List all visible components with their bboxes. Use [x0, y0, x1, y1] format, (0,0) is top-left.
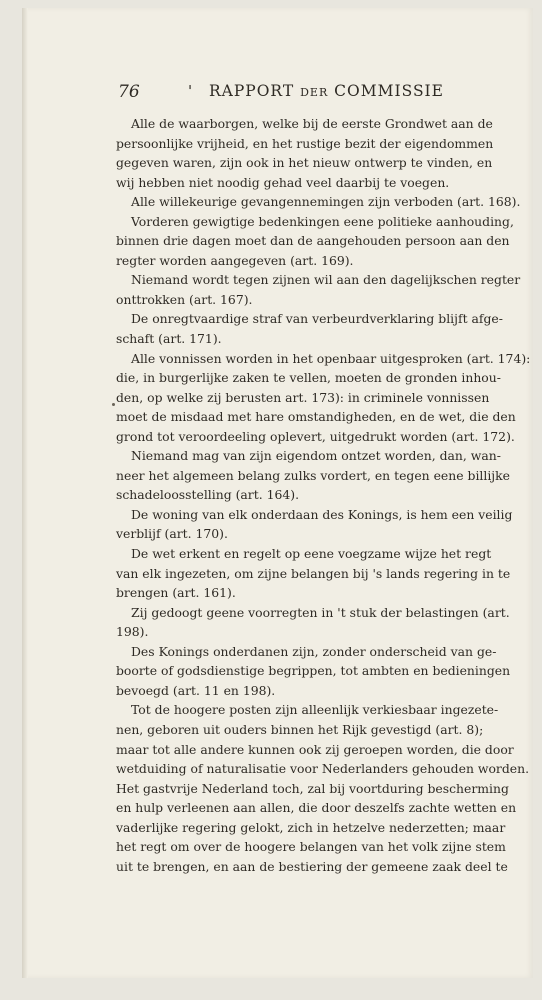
- text-line: De wet erkent en regelt op eene voegzame wijze het regt: [131, 546, 492, 562]
- text-line: boorte of godsdienstige begrippen, tot ambten en bedieningen: [116, 663, 511, 679]
- text-line: die, in burgerlijke zaken te vellen, moeten de gronden inhou-: [116, 370, 501, 386]
- header-title-small: DER: [300, 86, 329, 99]
- text-line: uit te brengen, en aan de bestiering der gemeene zaak deel te: [116, 858, 508, 874]
- text-line: Alle de waarborgen, welke bij de eerste Grondwet aan de: [131, 116, 493, 131]
- text-line: wij hebben niet noodig gehad veel daarbij te voegen.: [116, 174, 450, 190]
- text-line: neer het algemeen belang zulks vordert, en tegen eene billijke: [116, 467, 510, 483]
- text-line: grond tot veroordeeling oplevert, uitgedrukt worden (art. 172).: [116, 428, 515, 444]
- margin-mark: [112, 403, 115, 406]
- text-line: persoonlijke vrijheid, en het rustige bezit der eigendommen: [116, 135, 494, 151]
- text-line: Zij gedoogt geene voorregten in 't stuk der belastingen (art.: [131, 604, 510, 620]
- text-line: moet de misdaad met hare omstandigheden, en de wet, die den: [116, 409, 516, 425]
- header-title-part2: COMMISSIE: [328, 82, 444, 100]
- text-line: Niemand mag van zijn eigendom ontzet worden, dan, wan-: [131, 448, 501, 464]
- text-line: schadeloosstelling (art. 164).: [116, 487, 300, 503]
- text-line: De woning van elk onderdaan des Konings, is hem een veilig: [131, 506, 513, 522]
- text-line: Het gastvrije Nederland toch, zal bij voortduring bescherming: [116, 780, 509, 796]
- text-line: verblijf (art. 170).: [116, 526, 228, 542]
- text-line: Alle willekeurige gevangennemingen zijn verboden (art. 168).: [131, 194, 521, 210]
- page-gutter: [22, 8, 28, 978]
- text-line: den, op welke zij berusten art. 173): in criminele vonnissen: [116, 389, 490, 405]
- body-text: [116, 114, 531, 876]
- text-line: en hulp verleenen aan allen, die door deszelfs zachte wetten en: [116, 800, 517, 816]
- header-title-part1: RAPPORT: [209, 82, 301, 100]
- text-line: van elk ingezeten, om zijne belangen bij 's lands regering in te: [116, 565, 511, 581]
- text-line: Alle vonnissen worden in het openbaar uitgesproken (art. 174):: [131, 350, 531, 366]
- text-line: schaft (art. 171).: [116, 331, 222, 347]
- text-line: 198).: [116, 624, 149, 640]
- text-line: Vorderen gewigtige bedenkingen eene politieke aanhouding,: [131, 213, 514, 229]
- text-line: bevoegd (art. 11 en 198).: [116, 682, 276, 698]
- text-line: het regt om over de hoogere belangen van het volk zijne stem: [116, 839, 506, 855]
- text-line: binnen drie dagen moet dan de aangehouden persoon aan den: [116, 233, 510, 249]
- text-line: Des Konings onderdanen zijn, zonder onderscheid van ge-: [131, 643, 497, 659]
- text-line: De onregtvaardige straf van verbeurdverklaring blijft afge-: [131, 311, 503, 327]
- page-number: 76: [118, 82, 140, 102]
- text-line: nen, geboren uit ouders binnen het Rijk gevestigd (art. 8);: [116, 721, 484, 737]
- text-line: vaderlijke regering gelokt, zich in hetzelve nederzetten; maar: [116, 819, 506, 835]
- text-line: onttrokken (art. 167).: [116, 291, 253, 307]
- text-line: regter worden aangegeven (art. 169).: [116, 252, 354, 268]
- text-line: wetduiding of naturalisatie voor Nederlanders gehouden worden.: [116, 761, 530, 777]
- text-line: gegeven waren, zijn ook in het nieuw ontwerp te vinden, en: [116, 155, 493, 171]
- running-header: [118, 82, 518, 106]
- header-title: [209, 82, 444, 100]
- text-line: brengen (art. 161).: [116, 585, 236, 601]
- text-line: Niemand wordt tegen zijnen wil aan den dagelijkschen regter: [131, 272, 521, 288]
- text-line: maar tot alle andere kunnen ook zij geroepen worden, die door: [116, 741, 514, 757]
- text-line: Tot de hoogere posten zijn alleenlijk verkiesbaar ingezete-: [131, 702, 499, 718]
- header-mark: ': [188, 82, 193, 100]
